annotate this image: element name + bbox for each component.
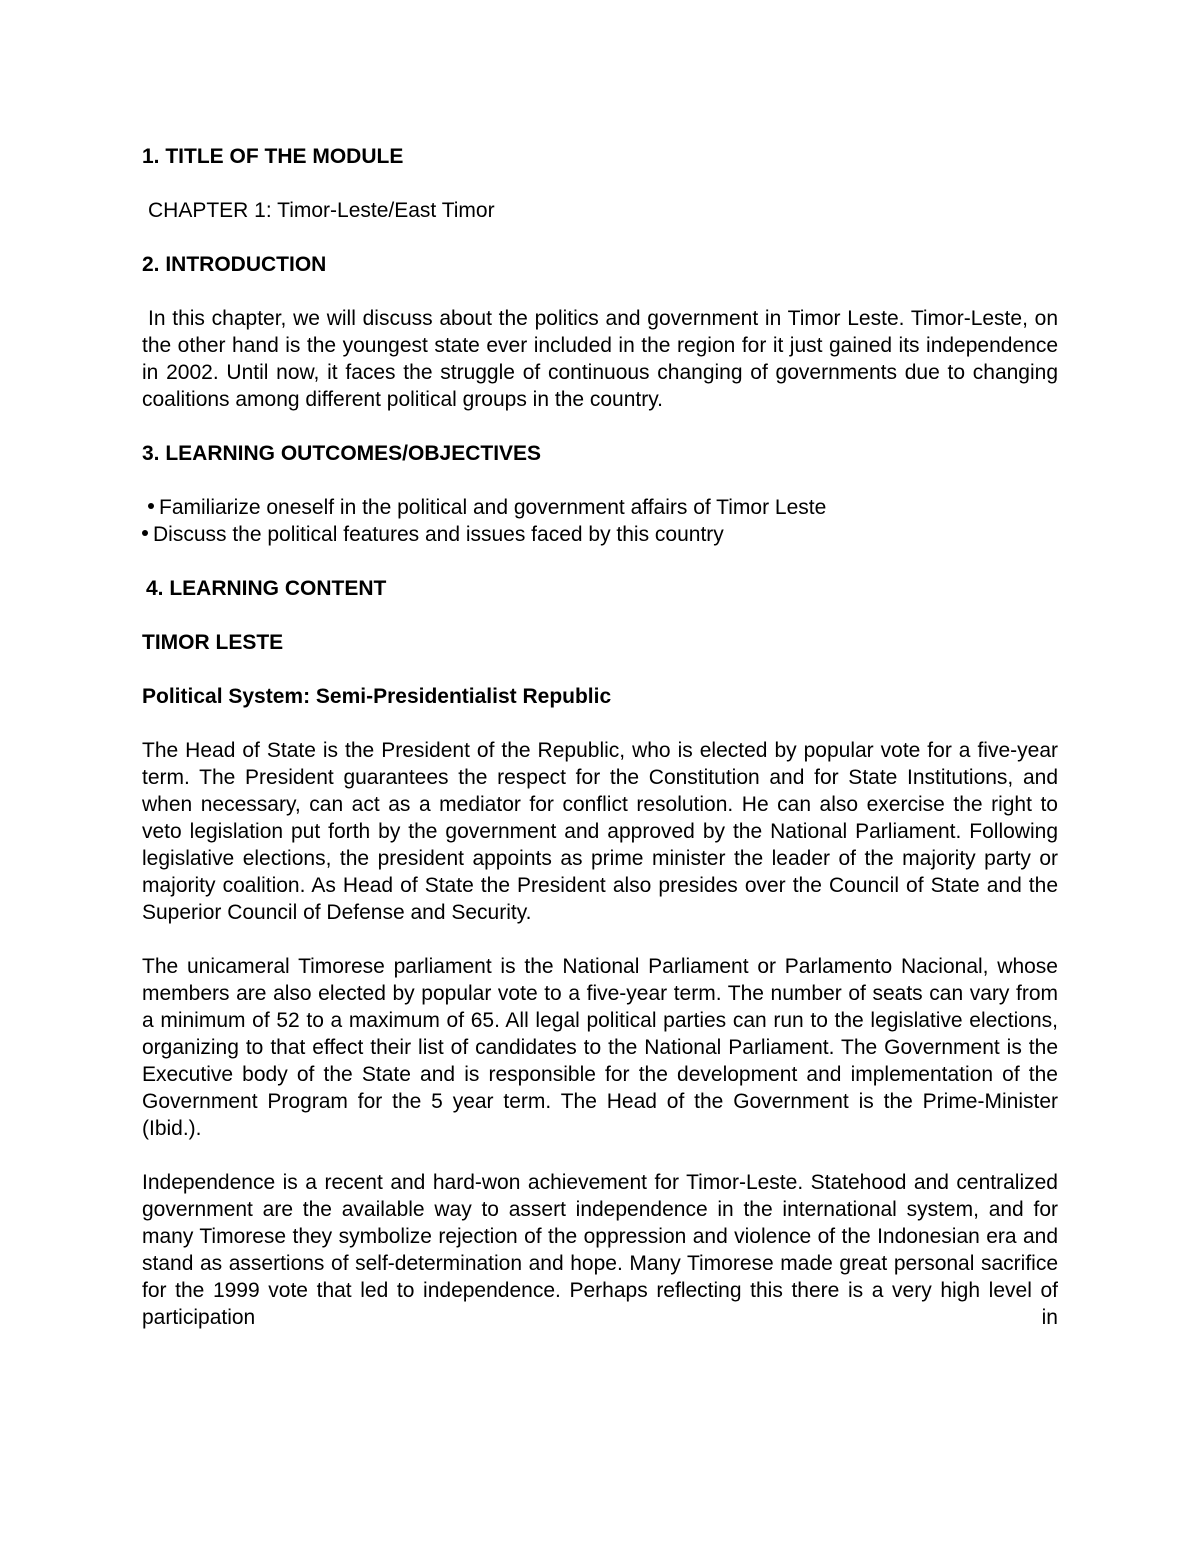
objective-item	[142, 521, 1058, 548]
bullet-icon	[148, 503, 154, 509]
introduction-text: In this chapter, we will discuss about the politics and government in Timor Leste. Timor-Leste, on the other hand is the youngest state ever included in the region for it just gained its independence in 2002. Until now, it faces the struggle of continuous changing of governments due to changing coalitions among different political groups in the country.	[142, 307, 1058, 411]
introduction-paragraph	[142, 305, 1058, 413]
political-system-heading: Political System: Semi-Presidentialist Republic	[142, 685, 612, 708]
content-paragraph-2: The unicameral Timorese parliament is the National Parliament or Parlamento Nacional, whose members are also elected by popular vote to a five-year term. The number of seats can vary from a minimum of 52 to a maximum of 65. All legal political parties can run to the legislative elections, organizing to that effect their list of candidates to the National Parliament. The Government is the Executive body of the State and is responsible for the development and implementation of the Government Program for the 5 year term. The Head of the Government is the Prime-Minister (Ibid.).	[142, 955, 1058, 1140]
content-paragraph-1: The Head of State is the President of the Republic, who is elected by popular vote for a five-year term. The President guarantees the respect for the Constitution and for State Institutions, and when necessary, can act as a mediator for conflict resolution. He can also exercise the right to veto legislation put forth by the government and approved by the National Parliament. Following legislative elections, the president appoints as prime minister the leader of the majority party or majority coalition. As Head of State the President also presides over the Council of State and the Superior Council of Defense and Security.	[142, 739, 1058, 924]
document-body	[142, 143, 1058, 1331]
chapter-title: CHAPTER 1: Timor-Leste/East Timor	[148, 199, 495, 222]
objective-text: Familiarize oneself in the political and government affairs of Timor Leste	[159, 496, 827, 519]
section-3-heading: 3. LEARNING OUTCOMES/OBJECTIVES	[142, 442, 542, 465]
section-4-heading: 4. LEARNING CONTENT	[146, 577, 387, 600]
objective-item	[142, 494, 1058, 521]
objective-text: Discuss the political features and issues faced by this country	[153, 523, 724, 546]
bullet-icon	[142, 530, 148, 536]
content-paragraph-3: Independence is a recent and hard-won achievement for Timor-Leste. Statehood and centralized government are the available way to assert independence in the international system, and for many Timorese they symbolize rejection of the oppression and violence of the Indonesian era and stand as assertions of self-determination and hope. Many Timorese made great personal sacrifice for the 1999 vote that led to independence. Perhaps reflecting this there is a very high level of participation in	[142, 1171, 1058, 1329]
section-1-heading: 1. TITLE OF THE MODULE	[142, 145, 404, 168]
section-2-heading: 2. INTRODUCTION	[142, 253, 327, 276]
country-subheading: TIMOR LESTE	[142, 631, 284, 654]
